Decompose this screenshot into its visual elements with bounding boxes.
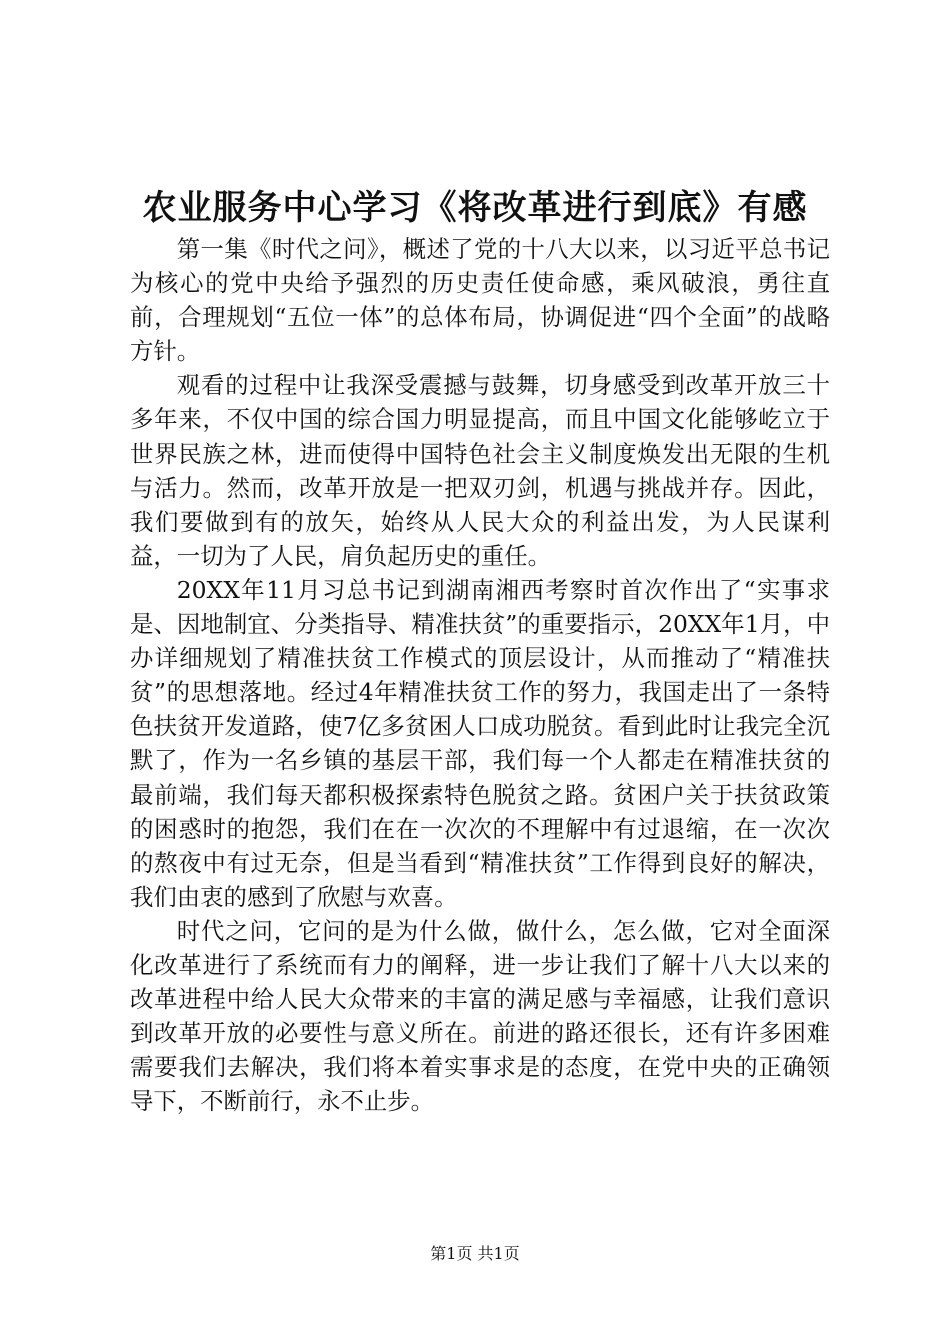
paragraph-2: 观看的过程中让我深受震撼与鼓舞，切身感受到改革开放三十多年来，不仅中国的综合国力明显提高，而且中国文化能够屹立于世界民族之林，进而使得中国特色社会主义制度焕发出无限的生机与活力。然而，改革开放是一把双刃剑，机遇与挑战并存。因此，我们要做到有的放矢，始终从人民大众的利益出发，为人民谋利益，一切为了人民，肩负起历史的重任。 — [130, 371, 830, 570]
page-number-footer: 第1页 共1页 — [430, 1244, 520, 1263]
paragraph-1: 第一集《时代之问》，概述了党的十八大以来，以习近平总书记为核心的党中央给予强烈的历史责任使命感，乘风破浪，勇往直前，合理规划“五位一体”的总体布局，协调促进“四个全面”的战略方针。 — [130, 235, 830, 366]
document-title: 农业服务中心学习《将改革进行到底》有感 — [142, 188, 808, 228]
document-body — [130, 232, 830, 1118]
paragraph-4: 时代之问，它问的是为什么做，做什么，怎么做，它对全面深化改革进行了系统而有力的阐释，进一步让我们了解十八大以来的改革进程中给人民大众带来的丰富的满足感与幸福感，让我们意识到改革开放的必要性与意义所在。前进的路还很长，还有许多困难需要我们去解决，我们将本着实事求是的态度，在党中央的正确领导下，不断前行，永不止步。 — [130, 916, 830, 1116]
paragraph-3: 20XX年11月习总书记到湖南湘西考察时首次作出了“实事求是、因地制宜、分类指导、精准扶贫”的重要指示，20XX年1月，中办详细规划了精准扶贫工作模式的顶层设计，从而推动了“精准扶贫”的思想落地。经过4年精准扶贫工作的努力，我国走出了一条特色扶贫开发道路，使7亿多贫困人口成功脱贫。看到此时让我完全沉默了，作为一名乡镇的基层干部，我们每一个人都走在精准扶贫的最前端，我们每天都积极探索特色脱贫之路。贫困户关于扶贫政策的困惑时的抱怨，我们在在一次次的不理解中有过退缩，在一次次的熬夜中有过无奈，但是当看到“精准扶贫”工作得到良好的解决，我们由衷的感到了欣慰与欢喜。 — [130, 575, 830, 911]
